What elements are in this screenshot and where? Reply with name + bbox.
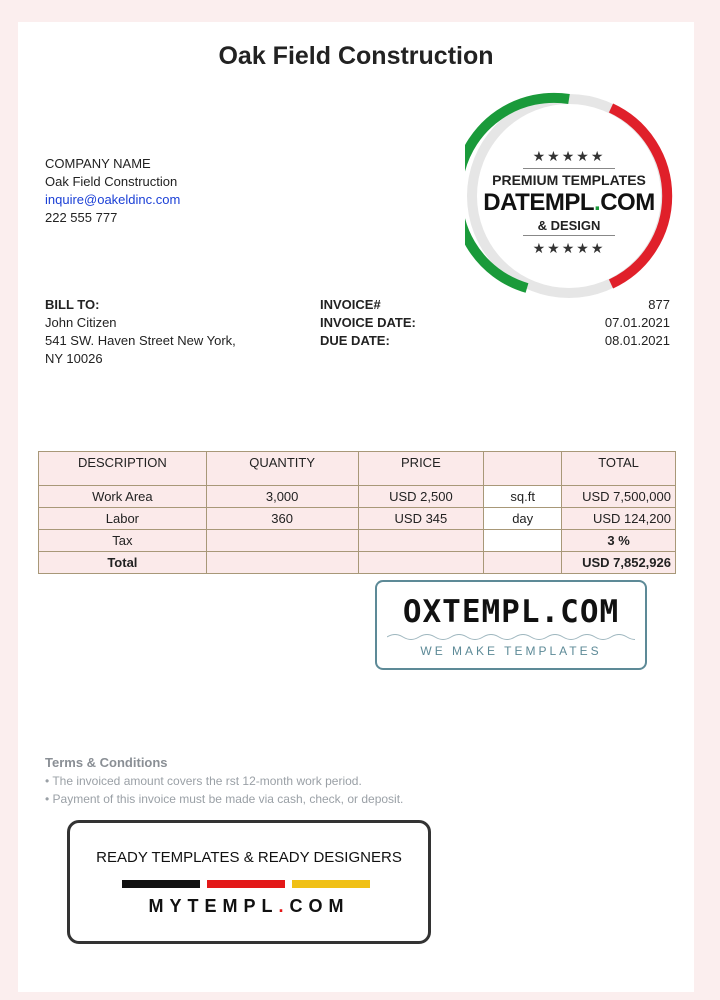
row-price xyxy=(358,530,484,552)
invoice-date-value: 07.01.2021 xyxy=(604,315,670,330)
row-price: USD 345 xyxy=(358,508,484,530)
header-unit xyxy=(484,452,562,486)
mytempl-badge xyxy=(67,820,431,944)
oxtempl-main-text: OXTEMPL.COM xyxy=(402,594,620,630)
row-total: USD 7,500,000 xyxy=(562,486,676,508)
terms-block xyxy=(45,754,403,808)
flag-bar-black xyxy=(122,880,200,888)
seal-stars-bottom: ★★★★★ xyxy=(532,240,606,256)
grand-total-value: USD 7,852,926 xyxy=(562,552,676,574)
company-name: Oak Field Construction xyxy=(45,174,178,189)
seal-divider-bottom xyxy=(523,235,615,236)
company-email-link[interactable]: inquire@oakeldinc.com xyxy=(45,192,181,207)
table-header-row xyxy=(39,452,676,486)
row-price: USD 2,500 xyxy=(358,486,484,508)
company-label: COMPANY NAME xyxy=(45,156,151,171)
bill-to-address-line1: 541 SW. Haven Street New York, xyxy=(45,333,236,348)
seal-brand-dot: . xyxy=(594,189,601,216)
row-unit: sq.ft xyxy=(484,486,562,508)
terms-item: • Payment of this invoice must be made via cash, check, or deposit. xyxy=(45,792,404,806)
row-description: Tax xyxy=(39,530,207,552)
seal-brand-tld: COM xyxy=(600,189,655,216)
invoice-meta-values xyxy=(605,296,670,350)
bill-to-block xyxy=(45,296,236,368)
mytempl-url-text xyxy=(70,896,428,917)
flag-bar-red xyxy=(207,880,285,888)
due-date-value: 08.01.2021 xyxy=(604,333,670,348)
line-items-table xyxy=(38,451,676,574)
row-total: 3 % xyxy=(562,530,676,552)
terms-item: • The invoiced amount covers the rst 12-month work period. xyxy=(45,774,362,788)
bill-to-name: John Citizen xyxy=(45,315,117,330)
header-quantity: QUANTITY xyxy=(206,452,358,486)
seal-divider-top xyxy=(523,168,615,169)
row-quantity: 3,000 xyxy=(206,486,358,508)
row-quantity xyxy=(206,552,358,574)
mytempl-url-tld: COM xyxy=(289,896,350,916)
table-row-total xyxy=(39,552,676,574)
table-row xyxy=(39,508,676,530)
seal-brand-text xyxy=(465,189,673,217)
document-title: Oak Field Construction xyxy=(218,42,494,70)
row-unit xyxy=(484,530,562,552)
flag-bar-gold xyxy=(292,880,370,888)
invoice-meta-labels xyxy=(320,296,416,350)
bill-to-label: BILL TO: xyxy=(45,297,100,312)
company-block xyxy=(45,155,180,227)
row-description: Work Area xyxy=(39,486,207,508)
row-quantity: 360 xyxy=(206,508,358,530)
datempl-seal xyxy=(465,92,673,300)
header-price: PRICE xyxy=(358,452,484,486)
mytempl-url-dot: . xyxy=(278,896,290,916)
wave-line-icon xyxy=(387,632,635,642)
invoice-page xyxy=(18,22,694,992)
row-quantity xyxy=(206,530,358,552)
table-row xyxy=(39,486,676,508)
mytempl-ready-text: READY TEMPLATES & READY DESIGNERS xyxy=(96,849,402,866)
row-total: USD 124,200 xyxy=(562,508,676,530)
seal-design-text: & DESIGN xyxy=(537,218,601,233)
oxtempl-badge xyxy=(375,580,647,670)
header-total: TOTAL xyxy=(562,452,676,486)
row-description: Total xyxy=(39,552,207,574)
row-description: Labor xyxy=(39,508,207,530)
seal-stars-top: ★★★★★ xyxy=(532,148,606,164)
invoice-number-label: INVOICE# xyxy=(320,297,381,312)
seal-brand-main: DATEMPL xyxy=(483,189,595,216)
terms-heading: Terms & Conditions xyxy=(45,755,168,770)
invoice-number-value: 877 xyxy=(648,297,670,312)
bill-to-address-line2: NY 10026 xyxy=(45,351,103,366)
mytempl-url-main: MYTEMPL xyxy=(148,896,279,916)
table-row xyxy=(39,530,676,552)
due-date-label: DUE DATE: xyxy=(320,333,390,348)
oxtempl-tagline: WE MAKE TEMPLATES xyxy=(420,644,602,658)
company-phone: 222 555 777 xyxy=(45,210,118,225)
header-description: DESCRIPTION xyxy=(39,452,207,486)
row-unit: day xyxy=(484,508,562,530)
seal-premium-text: PREMIUM TEMPLATES xyxy=(492,172,646,188)
row-unit xyxy=(484,552,562,574)
row-price xyxy=(358,552,484,574)
invoice-date-label: INVOICE DATE: xyxy=(320,315,416,330)
